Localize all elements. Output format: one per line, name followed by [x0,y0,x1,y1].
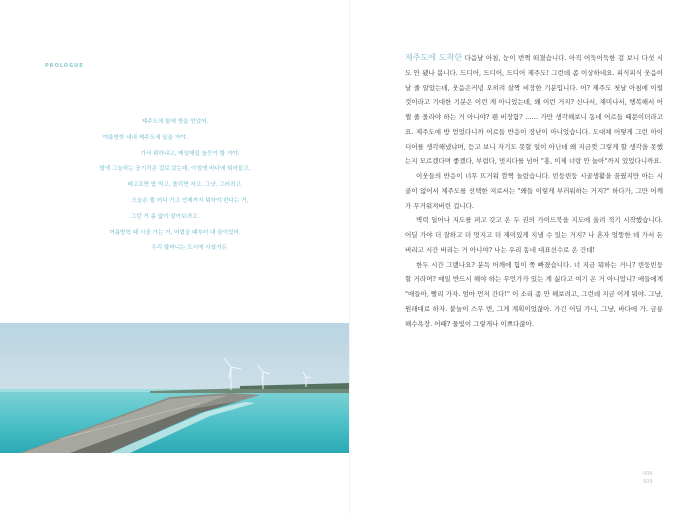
poem-line: 우리 할머니는 도시에 사셨거든. [151,245,229,252]
page-numbers [643,470,653,486]
paragraph: 한두 시간 그랬나요? 분득 어깨에 힘이 쭉 빠졌습니다. 너 지금 뭐하는 거니? 빈둥빈둥할 거라며? 매일 반드시 해야 하는 무언가가 있는 게 싫다고 여기 온 거 아니었니? 애들에게 "애들아, 빨리 가자. 엄마 먼저 간다!" 이 소리 좀 안 해보려고, 그런데 지금 이게 뭐야. 그냥, 원래대로 하자. 붙놀이 스무 번, 그게 계획이었잖아. 가긴 어딜 가니, 그냥, 바다에 가. 금릉 해수욕장. 어때? 물빛이 그렇게나 이쁘다잖아. [405,260,663,328]
body-text [405,51,663,331]
page-number-right: 009 [643,479,653,485]
lead-phrase: 제주도에 도착한 [405,53,463,62]
poem-line: 배고프면 밥 먹고, 졸리면 자고, 그냥, 그러려고. [127,182,243,189]
paragraph-text: 다음날 아침, 눈이 번쩍 떠졌습니다. 아직 어둑어둑한 걸 보니 다섯 시도 안 됐나 봅니다. 드디어, 드디어, 드디어 제주도! 그런데 좀 이상하네요. 피식피식 웃음이 날 줄 알았는데, 웃음은커녕 오히려 살짝 비장한 기분입니다. 어? 제주도 첫날 아침에 이럴 것이라고 기대한 기분은 이런 게 아니었는데, 왜 이런 거지? 신나서, 재미나서, 행복해서 어쩔 줄 몰라야 하는 거 아니야? 웬 비장함? …… 가만 생각해보니 동네 어르들 때문이더라고요. 제주도에 방 얻었다니까 어르들 반응이 장난이 아니었습니다. 도대체 어떻게 그런 아이디어를 생각해냈냐며, 듣고 보니 자기도 못할 일이 아닌데 왜 지금껏 그렇게 할 생각을 못했는지 모르겠다며 좋겠다, 부럽다, 멋지다를 넘어 "홍, 이제 너랑 안 놀아"까지 있었다니까요. [405,54,663,166]
poem-line: 밤에 그늘하는 공기작은 걸로 갔는데, 아침엔 바다에 뛰어들고, [99,166,251,173]
poem-line: 여름방학 때 시골 가는 거, 어렸을 때부터 내 꿈이었어. [109,229,241,236]
poem-line: 그런 거 좀 없이 살아보려고. [130,213,200,220]
poem-line: 제주도에 왔에 방을 얻었어. [141,119,209,125]
page-number-left: 008 [643,471,653,477]
paragraph: 벽력 일어나 지도를 펴고 갖고 온 두 권의 가이드북을 지도에 올려 적기 시작했습니다. 어딜 가야 더 잘하고 더 멋지고 더 재미있게 지낼 수 있는 거지? 나 혼자 엉뚱한 데 가서 돈 버리고 시간 버리는 거 아니야? 나는 우리 동네 대표선수로 온 건데! [405,216,663,254]
section-label: PROLOGUE [45,63,84,69]
poem-line: 오늘은 뭘 어디 가고 언제까지 뭐하야 한다는 거, [131,197,249,204]
paragraph [405,51,663,169]
poem-line: 여름방학 내내 제주도에 있을 거야. [102,134,188,141]
poem-line: 가서 뭐하냐고, 매일매일 놀듯이 할 거야. [140,150,240,157]
seaside-photo [0,323,350,453]
handwritten-poem [70,115,280,257]
paragraph: 이웃들의 반응이 너무 뜨거워 깜짝 놀랐습니다. 빈둥빈둥 시골생활을 꿈꿨지만 아는 시골이 없어서 제주도를 선택한 저로서는 "왜들 이렇게 부러워하는 거지?" 하다가, 그만 어깨가 무거워져버린 겁니다. [405,172,663,210]
